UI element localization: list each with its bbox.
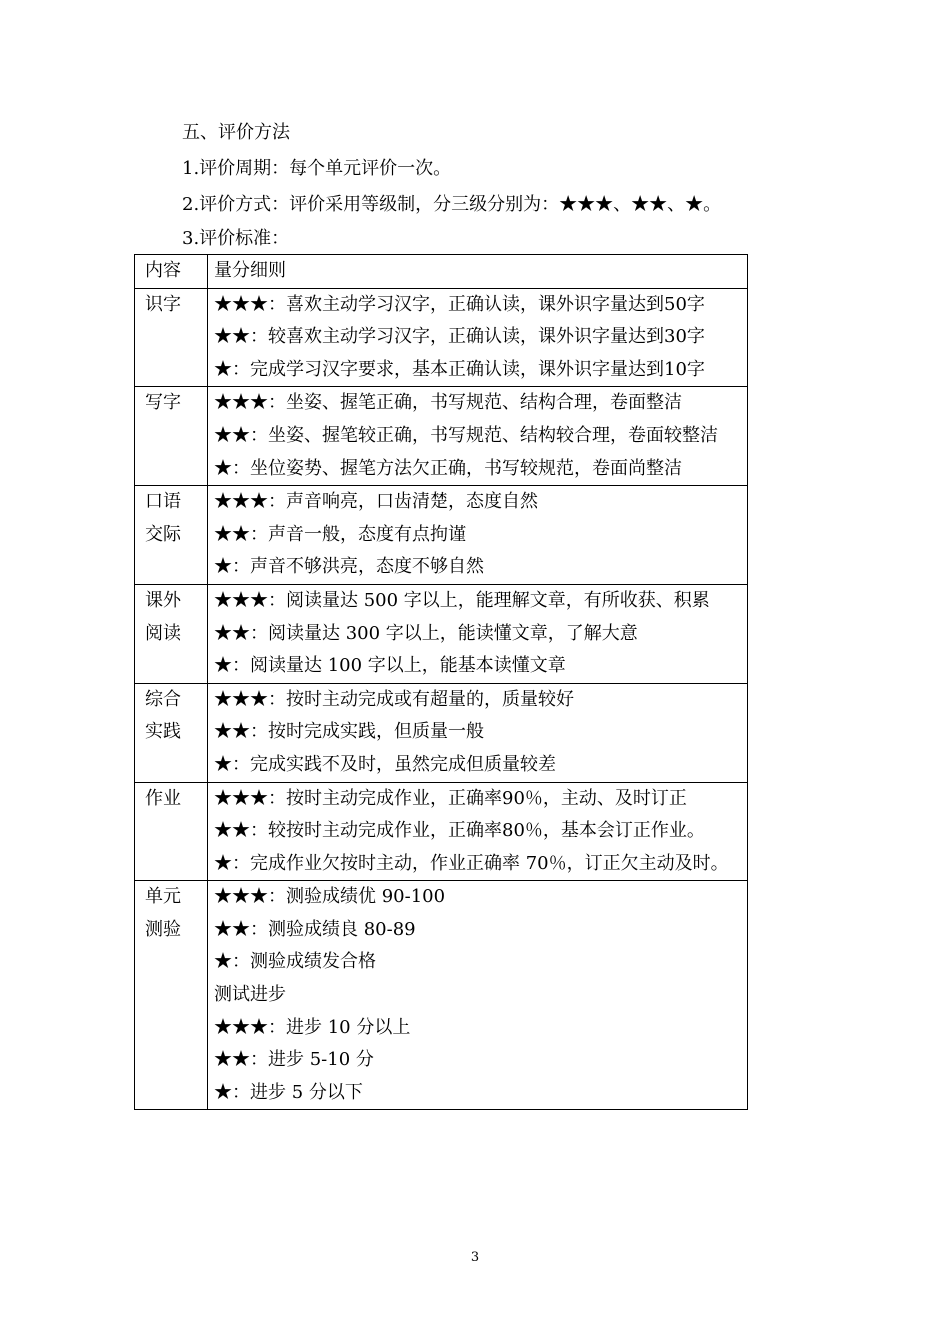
detail-line: ★★★：测验成绩优 90-100 <box>214 886 446 908</box>
category-label: 课外 <box>145 589 181 611</box>
header-details: 量分细则 <box>208 255 748 289</box>
details-cell <box>208 387 748 486</box>
detail-line: ★★：按时完成实践，但质量一般 <box>214 721 484 743</box>
detail-line: ★★：声音一般，态度有点拘谨 <box>214 523 466 545</box>
details-cell <box>208 288 748 387</box>
category-label: 口语 <box>145 491 181 513</box>
category-label: 识字 <box>145 293 181 315</box>
table-row <box>135 584 748 683</box>
details-cell <box>208 881 748 1110</box>
detail-line: ★★：测验成绩良 80-89 <box>214 918 416 940</box>
table-row <box>135 486 748 585</box>
details-cell <box>208 584 748 683</box>
category-label: 实践 <box>145 721 181 743</box>
item-cycle: 1.评价周期：每个单元评价一次。 <box>182 158 452 179</box>
section-title: 五、评价方法 <box>182 122 290 143</box>
detail-line: ★：完成作业欠按时主动，作业正确率 70％，订正欠主动及时。 <box>214 852 729 874</box>
category-label: 阅读 <box>145 622 181 644</box>
detail-line: ★：声音不够洪亮，态度不够自然 <box>214 556 484 578</box>
detail-line: ★：完成实践不及时，虽然完成但质量较差 <box>214 753 556 775</box>
category-label: 单元 <box>145 886 181 908</box>
category-label: 测验 <box>145 918 181 940</box>
details-cell <box>208 782 748 881</box>
table-row <box>135 683 748 782</box>
detail-line: ★★★：按时主动完成作业，正确率90％，主动、及时订正 <box>214 787 687 809</box>
category-cell <box>135 584 208 683</box>
category-label: 作业 <box>145 787 181 809</box>
detail-line: ★★：较按时主动完成作业，正确率80％，基本会订正作业。 <box>214 820 705 842</box>
details-cell <box>208 486 748 585</box>
detail-line: ★：阅读量达 100 字以上，能基本读懂文章 <box>214 655 566 677</box>
detail-line: ★★★：阅读量达 500 字以上，能理解文章，有所收获、积累 <box>214 589 710 611</box>
detail-line: ★★：进步 5-10 分 <box>214 1049 374 1071</box>
detail-line: ★：进步 5 分以下 <box>214 1081 363 1103</box>
detail-line: ★★：阅读量达 300 字以上，能读懂文章，了解大意 <box>214 622 638 644</box>
category-label: 交际 <box>145 523 181 545</box>
table-row <box>135 288 748 387</box>
header-content: 内容 <box>135 255 208 289</box>
detail-line: ★：坐位姿势、握笔方法欠正确，书写较规范，卷面尚整洁 <box>214 457 682 479</box>
table-header-row <box>135 255 748 289</box>
item-standard: 3.评价标准： <box>182 228 290 249</box>
category-label: 写字 <box>145 392 181 414</box>
category-cell <box>135 387 208 486</box>
page-number: 3 <box>470 1250 480 1265</box>
detail-line: ★★★：坐姿、握笔正确，书写规范、结构合理，卷面整洁 <box>214 392 682 414</box>
category-cell <box>135 782 208 881</box>
table-row <box>135 881 748 1110</box>
category-cell <box>135 881 208 1110</box>
detail-line: ★★：较喜欢主动学习汉字，正确认读，课外识字量达到30字 <box>214 326 705 348</box>
detail-line: ★★★：按时主动完成或有超量的，质量较好 <box>214 688 574 710</box>
criteria-table <box>134 254 748 1110</box>
detail-line: ★★★：声音响亮，口齿清楚，态度自然 <box>214 491 538 513</box>
item-method: 2.评价方式：评价采用等级制，分三级分别为：★★★、★★、★。 <box>182 194 722 215</box>
category-cell <box>135 683 208 782</box>
detail-line: ★★★：进步 10 分以上 <box>214 1016 411 1038</box>
detail-line: ★：完成学习汉字要求，基本正确认读，课外识字量达到10字 <box>214 358 705 380</box>
detail-line: 测试进步 <box>214 984 286 1006</box>
category-cell <box>135 288 208 387</box>
category-label: 综合 <box>145 688 181 710</box>
detail-line: ★★★：喜欢主动学习汉字，正确认读，课外识字量达到50字 <box>214 293 705 315</box>
table-row <box>135 387 748 486</box>
detail-line: ★★：坐姿、握笔较正确，书写规范、结构较合理，卷面较整洁 <box>214 424 718 446</box>
detail-line: ★：测验成绩发合格 <box>214 951 376 973</box>
details-cell <box>208 683 748 782</box>
category-cell <box>135 486 208 585</box>
table-row <box>135 782 748 881</box>
